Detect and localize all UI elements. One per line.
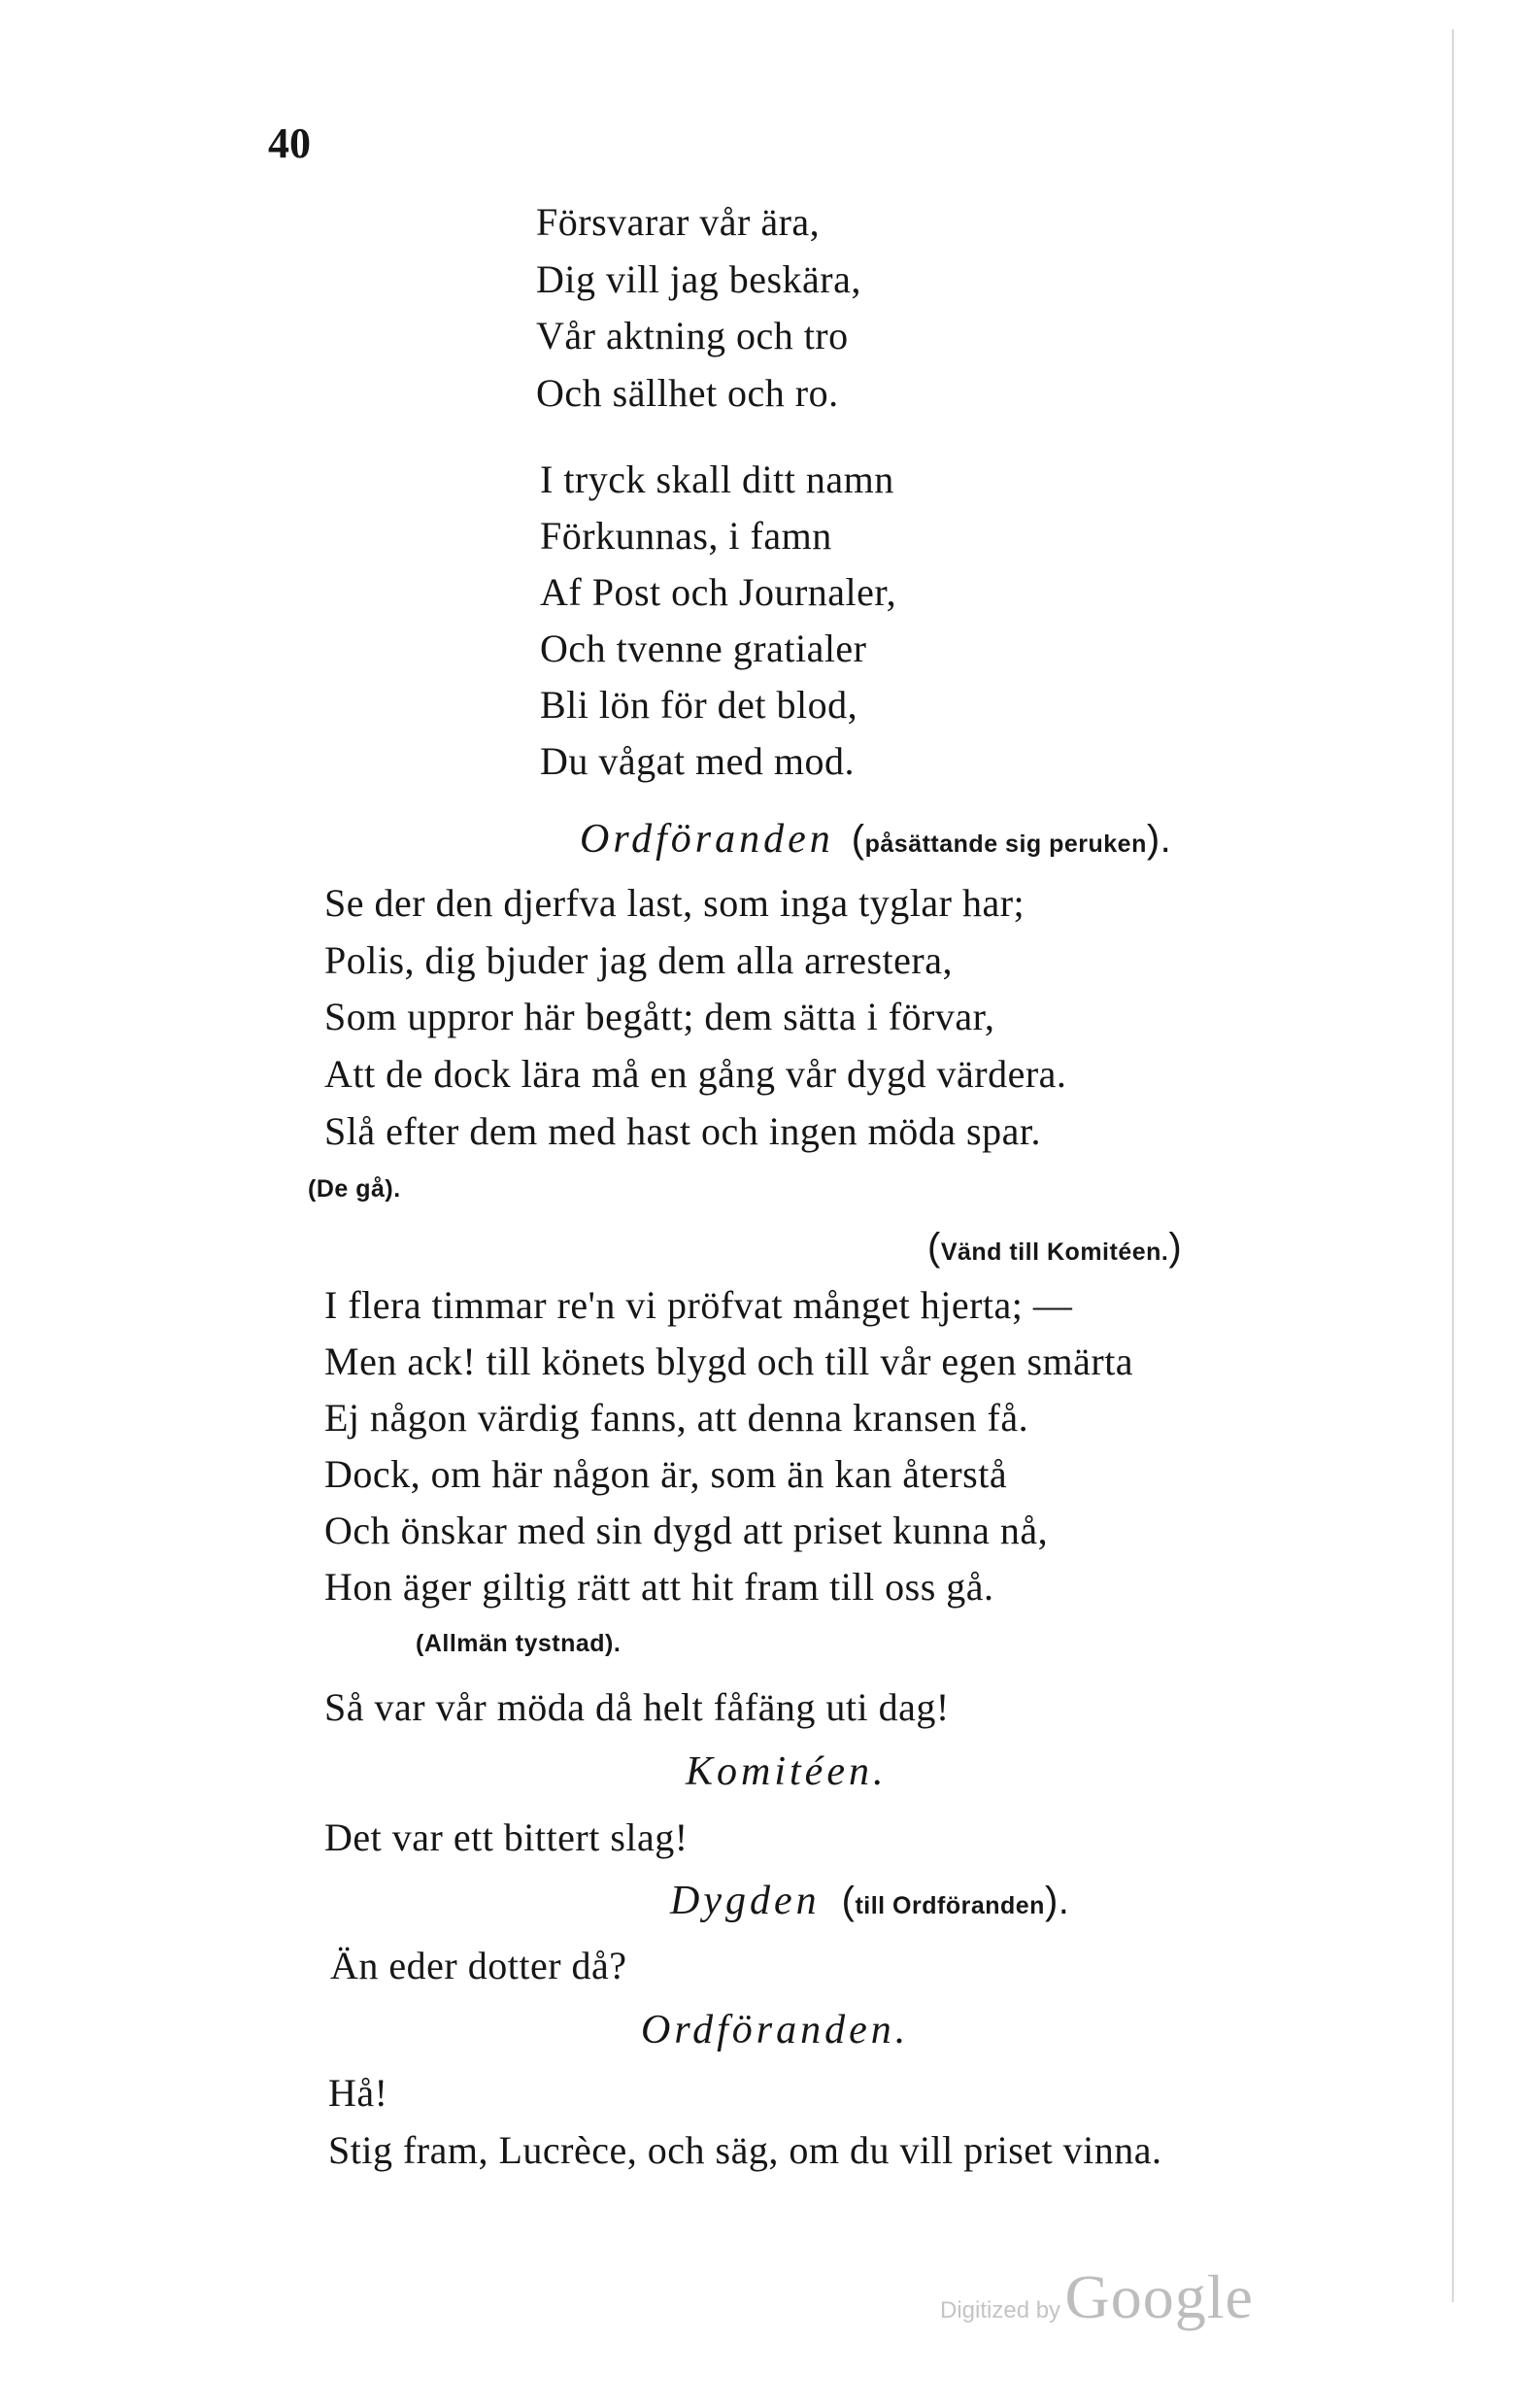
stage-direction-text: till Ordföranden	[855, 1892, 1045, 1919]
stage-direction: (till Ordföranden).	[841, 1880, 1070, 1922]
page-edge-line	[1452, 29, 1454, 2302]
verse-line: Och sällhet och ro.	[536, 371, 839, 415]
stage-direction-text: påsättande sig peruken	[864, 831, 1147, 858]
verse-line: Bli lön för det blod,	[540, 683, 858, 727]
verse-line: Vår aktning och tro	[536, 314, 849, 357]
stage-direction: (påsättande sig peruken).	[851, 818, 1172, 861]
verse-line: Hå!	[328, 2071, 388, 2115]
speaker-heading	[670, 1878, 1069, 1924]
stage-direction-text: De gå	[316, 1175, 386, 1203]
verse-line: Och tvenne gratialer	[540, 627, 867, 670]
verse-line: Att de dock lära må en gång vår dygd värdera.	[324, 1052, 1067, 1096]
verse-line: I flera timmar re'n vi pröfvat månget hjerta; —	[324, 1283, 1073, 1327]
verse-line: Försvarar vår ära,	[536, 200, 821, 244]
digitized-watermark	[940, 2261, 1254, 2333]
verse-line: Det var ett bittert slag!	[324, 1815, 689, 1859]
verse-line: Och önskar med sin dygd att priset kunna nå,	[324, 1509, 1049, 1552]
verse-line: Ej någon värdig fanns, att denna kransen få.	[324, 1396, 1029, 1440]
verse-line: Men ack! till könets blygd och till vår egen smärta	[324, 1340, 1134, 1383]
speaker-name: Ordföranden.	[641, 2008, 910, 2052]
verse-line: Stig fram, Lucrèce, och säg, om du vill priset vinna.	[328, 2128, 1162, 2172]
verse-line: Polis, dig bjuder jag dem alla arrestera,	[324, 938, 953, 982]
verse-line: Än eder dotter då?	[330, 1944, 627, 1987]
verse-line: I tryck skall ditt namn	[540, 458, 894, 501]
speaker-name: Dygden	[670, 1879, 821, 1923]
verse-line: Hon äger giltig rätt att hit fram till oss gå.	[324, 1565, 994, 1609]
speaker-name: Komitéen.	[686, 1749, 888, 1794]
watermark-prefix: Digitized by	[940, 2297, 1061, 2323]
stage-direction: (Allmän tystnad).	[416, 1630, 622, 1657]
speaker-heading	[580, 816, 1171, 863]
verse-line: Du vågat med mod.	[540, 739, 855, 783]
verse-line: Som uppror här begått; dem sätta i förvar,	[324, 995, 995, 1038]
page-number: 40	[268, 119, 311, 167]
stage-direction: (Vänd till Komitéen.)	[927, 1226, 1183, 1269]
verse-line: Förkunnas, i famn	[540, 514, 832, 558]
verse-line: Af Post och Journaler,	[540, 570, 897, 614]
verse-line: Slå efter dem med hast och ingen möda spar.	[324, 1109, 1041, 1153]
stage-direction-text: Allmän tystnad	[423, 1630, 606, 1657]
speaker-name: Ordföranden	[580, 817, 834, 862]
verse-line: Dig vill jag beskära,	[536, 257, 861, 301]
google-logo: Google	[1064, 2262, 1254, 2331]
verse-line: Så var vår möda då helt fåfäng uti dag!	[324, 1685, 950, 1729]
verse-line: Se der den djerfva last, som inga tyglar har;	[324, 881, 1025, 925]
stage-direction-text: Vänd till Komitéen.	[940, 1238, 1169, 1266]
stage-direction: (De gå).	[308, 1175, 401, 1203]
verse-line: Dock, om här någon är, som än kan återstå	[324, 1452, 1008, 1496]
